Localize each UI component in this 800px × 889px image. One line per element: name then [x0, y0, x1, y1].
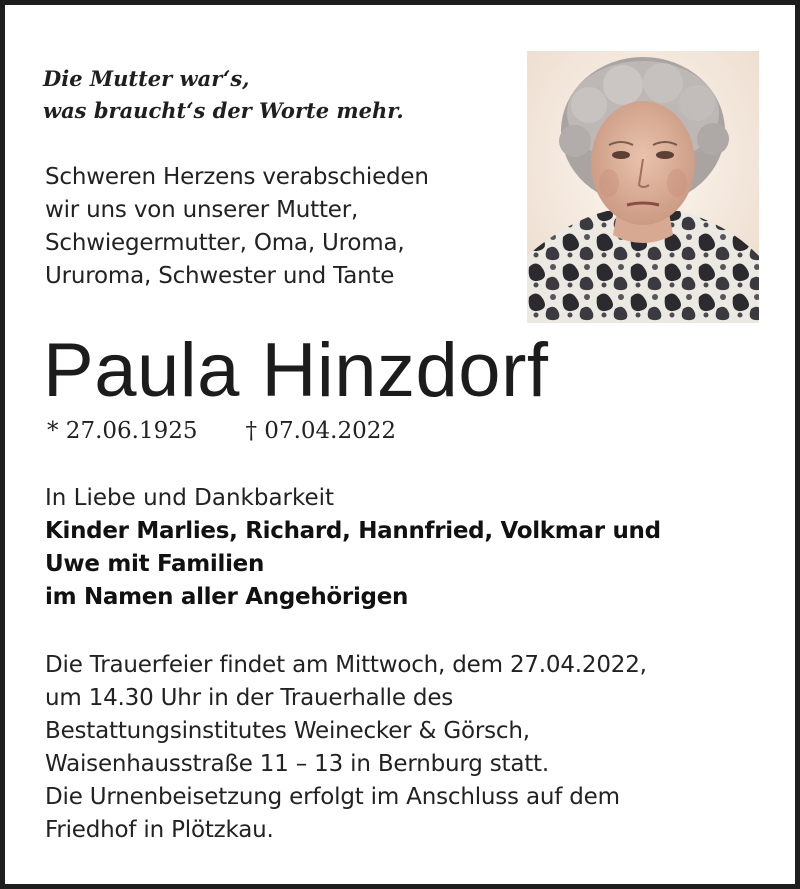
service-line: Waisenhausstraße 11 – 13 in Bernburg statt. [45, 751, 549, 777]
service-line: Bestattungsinstitutes Weinecker & Görsch, [45, 718, 530, 744]
mourners-section [45, 482, 765, 614]
farewell-line: Ururoma, Schwester und Tante [45, 263, 395, 289]
farewell-line: Schwiegermutter, Oma, Uroma, [45, 230, 405, 256]
service-line: Die Urnenbeisetzung erfolgt im Anschluss auf dem [45, 784, 620, 810]
motto-line: Die Mutter war‘s, [43, 66, 250, 91]
mourners-line: Uwe mit Familien [45, 551, 265, 577]
service-line: Die Trauerfeier findet am Mittwoch, dem 27.04.2022, [45, 652, 647, 678]
service-line: Friedhof in Plötzkau. [45, 817, 274, 843]
birth-date: * 27.06.1925 [47, 418, 198, 444]
mourners-line: Kinder Marlies, Richard, Hannfried, Volkmar und [45, 518, 661, 544]
portrait-illustration [527, 51, 759, 323]
farewell-line: wir uns von unserer Mutter, [45, 197, 359, 223]
farewell-line: Schweren Herzens verabschieden [45, 164, 429, 190]
service-line: um 14.30 Uhr in der Trauerhalle des [45, 685, 454, 711]
life-dates [47, 415, 547, 447]
portrait-photo [527, 51, 759, 323]
motto-line: was braucht‘s der Worte mehr. [43, 98, 404, 123]
motto-quote [43, 63, 503, 127]
funeral-service-info [45, 649, 765, 847]
deceased-name: Paula Hinzdorf [43, 328, 549, 413]
death-date: † 07.04.2022 [245, 418, 396, 444]
closing-phrase: In Liebe und Dankbarkeit [45, 485, 335, 511]
farewell-text [45, 161, 515, 293]
mourners-line: im Namen aller Angehörigen [45, 584, 409, 610]
